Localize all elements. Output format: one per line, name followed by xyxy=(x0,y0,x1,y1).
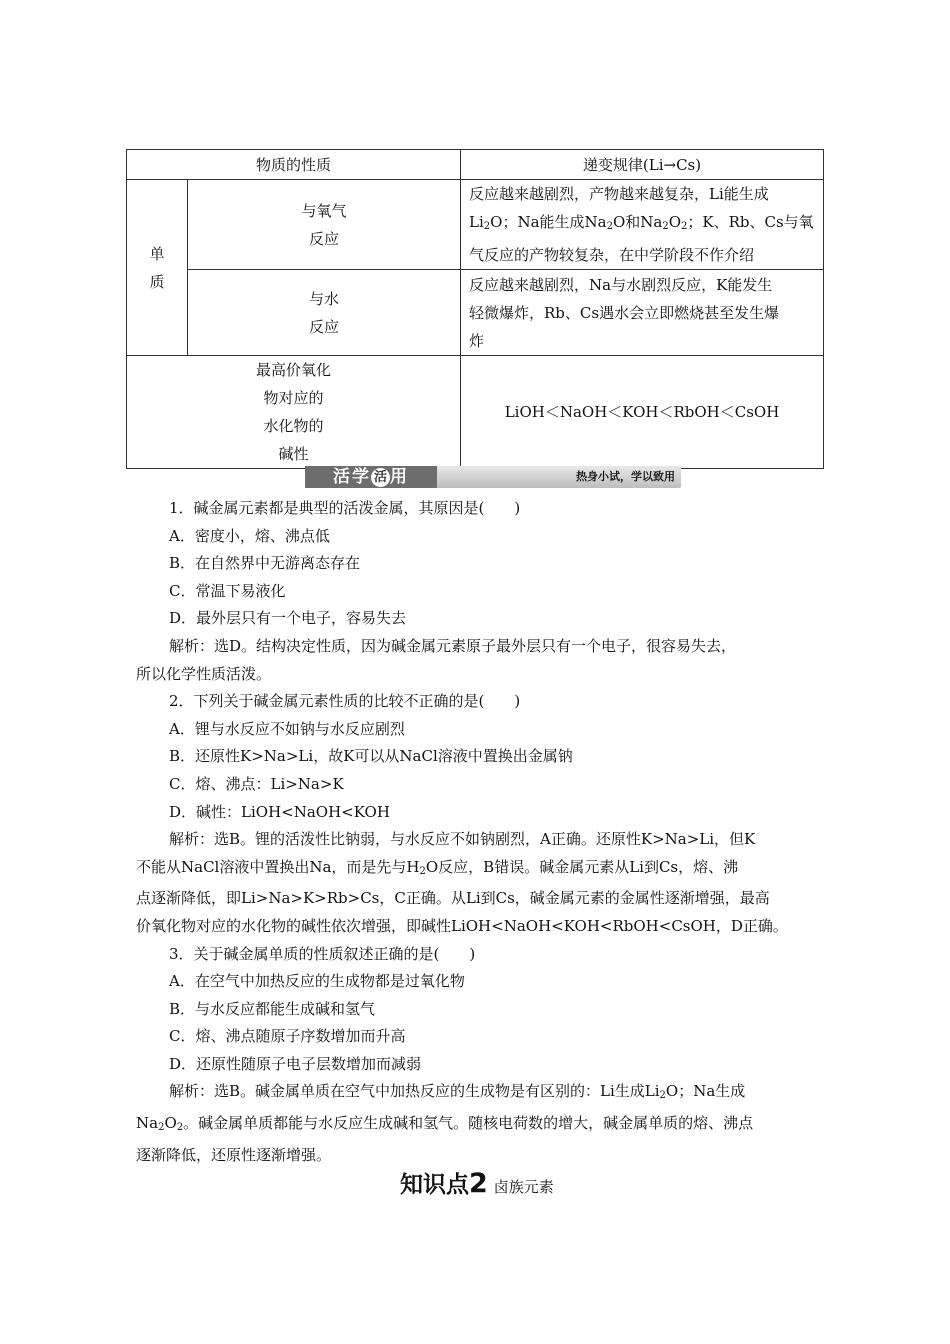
question-1-option: B．在自然界中无游离态存在 xyxy=(169,554,361,573)
question-2-option: B．还原性K>Na>Li，故K可以从NaCl溶液中置换出金属钠 xyxy=(169,747,573,766)
question-3-analysis: 解析：选B。碱金属单质在空气中加热反应的生成物是有区别的：Li生成$Li_2O$；Na生成 xyxy=(169,1082,746,1102)
question-1-analysis: 解析：选D。结构决定性质，因为碱金属元素原子最外层只有一个电子，很容易失去， xyxy=(169,636,737,655)
heading-number: 2 xyxy=(469,1168,488,1199)
heading-topic: 卤族元素 xyxy=(493,1178,554,1196)
banner-tagline: 热身小试，学以致用 xyxy=(576,470,675,483)
section-heading xyxy=(400,1166,554,1198)
table-row-water xyxy=(127,270,824,356)
question-2-stem: 2．下列关于碱金属元素性质的比较不正确的是( ) xyxy=(169,692,521,711)
hydroxide-trend: LiOH＜NaOH＜KOH＜RbOH＜CsOH xyxy=(461,356,824,469)
oxygen-reaction-desc: 反应越来越剧烈，产物越来越复杂，Li能生成 $Li_2O$；Na能生成$Na_2O$和$Na_2O_2$；K、Rb、Cs与氧 气反应的产物较复杂，在中学阶段不作介绍 xyxy=(461,180,824,270)
table-header-row xyxy=(127,150,824,180)
question-2-analysis-cont: 不能从NaCl溶液中置换出Na，而是先与$H_2O$反应，B错误。碱金属元素从Li到Cs，熔、沸 xyxy=(136,857,739,877)
question-3-option: B．与水反应都能生成碱和氢气 xyxy=(169,999,376,1018)
alkali-metal-properties-table xyxy=(126,149,824,469)
simple-substance-cell xyxy=(127,180,188,356)
water-reaction-desc: 反应越来越剧烈，Na与水剧烈反应，K能发生 轻微爆炸，Rb、Cs遇水会立即燃烧甚至发生爆 炸 xyxy=(461,270,824,356)
question-2-analysis-cont: 点逐渐降低，即Li>Na>K>Rb>Cs，C正确。从Li到Cs，碱金属元素的金属性逐渐增强，最高 xyxy=(136,889,770,908)
water-reaction-label: 与水 反应 xyxy=(188,270,461,356)
header-trend: 递变规律(Li→Cs) xyxy=(461,150,824,180)
question-3-stem: 3．关于碱金属单质的性质叙述正确的是( ) xyxy=(169,944,476,963)
question-2-option: C．熔、沸点：Li>Na>K xyxy=(169,774,344,793)
question-3-analysis-cont: $Na_2O_2$。碱金属单质都能与水反应生成碱和氢气。随核电荷数的增大，碱金属单质的熔、沸点 xyxy=(136,1114,754,1134)
question-2-option: A．锂与水反应不如钠与水反应剧烈 xyxy=(169,719,405,738)
question-3-analysis-cont: 逐渐降低，还原性逐渐增强。 xyxy=(136,1145,332,1164)
question-3-option: D．还原性随原子电子层数增加而减弱 xyxy=(169,1054,422,1073)
table-row-hydroxide xyxy=(127,356,824,469)
header-property: 物质的性质 xyxy=(127,150,461,180)
question-3-option: A．在空气中加热反应的生成物都是过氧化物 xyxy=(169,972,465,991)
question-2-analysis-cont: 价氧化物对应的水化物的碱性依次增强，即碱性LiOH<NaOH<KOH<RbOH<CsOH，D正确。 xyxy=(136,916,788,935)
question-3-option: C．熔、沸点随原子序数增加而升高 xyxy=(169,1027,406,1046)
banner-circle-badge: 活 xyxy=(371,468,390,487)
practice-banner xyxy=(305,466,681,488)
question-2-analysis: 解析：选B。锂的活泼性比钠弱，与水反应不如钠剧烈，A正确。还原性K>Na>Li，但K xyxy=(169,830,756,849)
oxygen-reaction-label: 与氧气 反应 xyxy=(188,180,461,270)
question-2-option: D．碱性：LiOH<NaOH<KOH xyxy=(169,802,390,821)
question-1-analysis-cont: 所以化学性质活泼。 xyxy=(136,664,272,683)
question-1-option: A．密度小，熔、沸点低 xyxy=(169,526,330,545)
question-1-stem: 1．碱金属元素都是典型的活泼金属，其原因是( ) xyxy=(169,499,521,517)
table-row-oxygen xyxy=(127,180,824,270)
question-1-option: C．常温下易液化 xyxy=(169,581,286,600)
exercise-body xyxy=(136,495,816,1169)
heading-prefix: 知识点 xyxy=(400,1172,469,1198)
question-1-option: D．最外层只有一个电子，容易失去 xyxy=(169,609,407,628)
hydroxide-label: 最高价氧化 物对应的 水化物的 碱性 xyxy=(127,356,461,469)
simple-substance-label: 单质 xyxy=(149,244,165,291)
banner-title: 活学 活 用 xyxy=(305,466,437,488)
